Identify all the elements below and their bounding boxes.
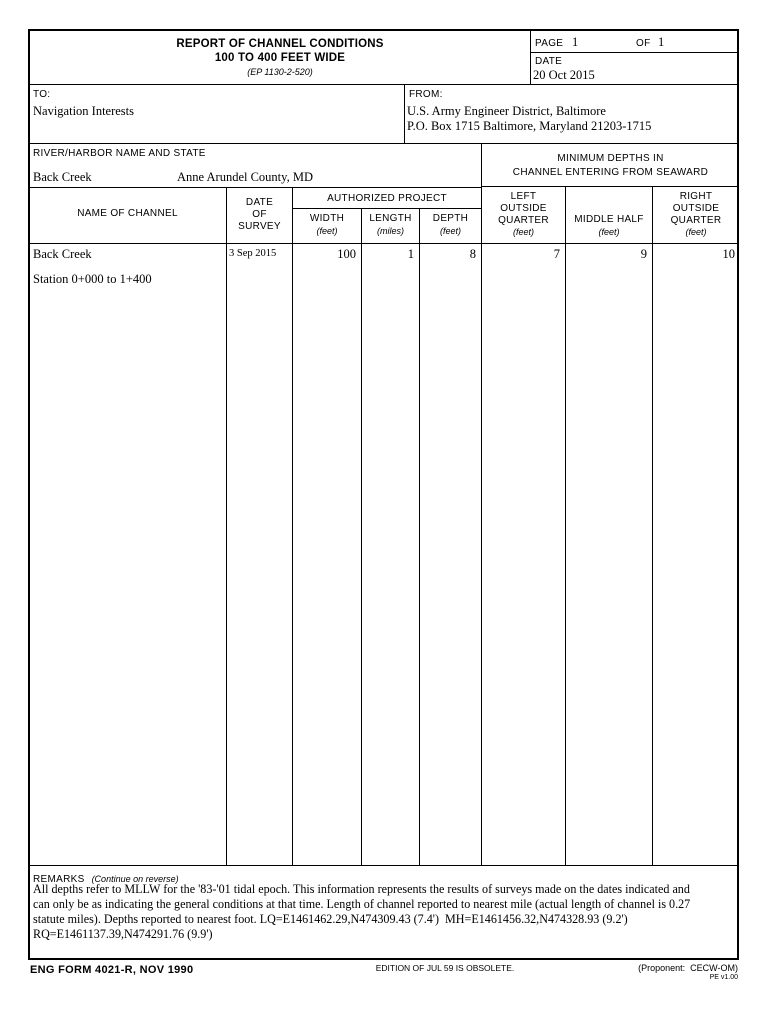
col-middle-unit: (feet) — [598, 227, 620, 237]
page-of-label: OF — [636, 38, 651, 49]
cell-right-quarter[interactable]: 10 — [722, 247, 735, 261]
col-left-line-3: QUARTER — [498, 215, 549, 226]
remarks-line-3: statute miles). Depths reported to nearest foot. LQ=E1461462.29,N474309.43 (7.4') MH=E1461456.32,N474328.93 (9.2') — [33, 912, 628, 926]
divider-v-depth — [419, 208, 420, 865]
form-version: PE v1.00 — [709, 974, 738, 981]
form-reference: (EP 1130-2-520) — [247, 67, 313, 77]
from-line-2[interactable]: P.O. Box 1715 Baltimore, Maryland 21203-1715 — [407, 119, 652, 133]
divider-river — [29, 187, 481, 188]
divider-v-length — [361, 208, 362, 865]
report-date[interactable]: 20 Oct 2015 — [533, 68, 595, 82]
divider-v-to-from — [404, 84, 405, 143]
col-date-line-1: DATE — [245, 197, 274, 208]
remarks-line-4: RQ=E1461137.39,N474291.76 (9.9') — [33, 927, 213, 941]
divider-v-width — [292, 187, 293, 865]
cell-middle-half[interactable]: 9 — [640, 247, 647, 261]
col-date-line-3: SURVEY — [238, 221, 281, 232]
col-left-line-2: OUTSIDE — [500, 203, 547, 214]
divider-v-date — [226, 187, 227, 865]
min-depths-heading — [482, 153, 739, 179]
river-location[interactable]: Anne Arundel County, MD — [177, 170, 313, 184]
divider-v-title — [530, 30, 531, 84]
cell-station[interactable]: Station 0+000 to 1+400 — [33, 272, 152, 286]
cell-channel-name[interactable]: Back Creek — [33, 247, 92, 261]
col-date-line-2: OF — [252, 209, 267, 220]
divider-header — [29, 84, 739, 85]
col-right-unit: (feet) — [685, 227, 707, 237]
form-id: ENG FORM 4021-R, NOV 1990 — [30, 964, 194, 976]
cell-survey-date[interactable]: 3 Sep 2015 — [229, 248, 277, 259]
col-length: LENGTH — [369, 213, 412, 224]
edition-note: EDITION OF JUL 59 IS OBSOLETE. — [375, 963, 515, 973]
to-label: TO: — [33, 89, 51, 100]
to-value[interactable]: Navigation Interests — [33, 104, 135, 118]
divider-authorized — [292, 208, 481, 209]
col-middle-half: MIDDLE HALF — [574, 214, 644, 225]
river-name[interactable]: Back Creek — [33, 170, 92, 184]
col-depth-unit: (feet) — [439, 226, 461, 236]
col-right-line-2: OUTSIDE — [672, 203, 720, 214]
cell-length[interactable]: 1 — [407, 247, 414, 261]
page-total[interactable]: 1 — [658, 35, 665, 49]
divider-v-middle — [565, 186, 566, 865]
divider-column-headers — [29, 243, 739, 244]
col-left-line-1: LEFT — [510, 191, 537, 202]
col-left-unit: (feet) — [512, 227, 534, 237]
cell-left-quarter[interactable]: 7 — [553, 247, 560, 261]
form-title: REPORT OF CHANNEL CONDITIONS — [176, 38, 384, 50]
from-line-1[interactable]: U.S. Army Engineer District, Baltimore — [407, 104, 606, 118]
divider-addresses — [29, 143, 739, 144]
river-label: RIVER/HARBOR NAME AND STATE — [33, 148, 206, 159]
min-depths-line-1: MINIMUM DEPTHS IN — [557, 153, 664, 164]
col-width-unit: (feet) — [316, 226, 338, 236]
col-date-of-survey — [227, 197, 292, 233]
page-number[interactable]: 1 — [572, 35, 579, 49]
cell-depth[interactable]: 8 — [469, 247, 476, 261]
divider-remarks — [29, 865, 739, 866]
col-right-line-3: QUARTER — [670, 215, 722, 226]
col-right-line-1: RIGHT — [679, 191, 713, 202]
remarks-line-1: All depths refer to MLLW for the '83-'01 tidal epoch. This information represents the results of surveys made on the dates indicated and — [33, 882, 690, 896]
col-right-outside-quarter — [653, 191, 739, 227]
col-depth: DEPTH — [432, 213, 469, 224]
remarks-line-2: can only be as indicating the general conditions at that time. Length of channel reported to nearest mile (actual length of channel is 0.27 — [33, 897, 691, 911]
col-left-outside-quarter — [482, 191, 565, 227]
cell-width[interactable]: 100 — [337, 247, 356, 261]
divider-page-date — [530, 52, 739, 53]
form-subtitle: 100 TO 400 FEET WIDE — [214, 52, 346, 64]
remarks-continue: (Continue on reverse) — [91, 874, 179, 884]
remarks-label: REMARKS — [33, 874, 85, 885]
col-length-unit: (miles) — [377, 226, 404, 236]
from-label: FROM: — [409, 89, 443, 100]
min-depths-line-2: CHANNEL ENTERING FROM SEAWARD — [512, 167, 709, 178]
divider-min-depths — [481, 186, 739, 187]
divider-v-right — [652, 186, 653, 865]
col-name-of-channel: NAME OF CHANNEL — [77, 208, 178, 219]
page-label: PAGE — [535, 38, 564, 49]
col-width: WIDTH — [309, 213, 345, 224]
col-authorized-project: AUTHORIZED PROJECT — [327, 193, 447, 204]
date-label: DATE — [535, 56, 563, 67]
remarks-text[interactable] — [33, 882, 735, 942]
proponent: (Proponent: CECW-OM) — [638, 963, 738, 973]
